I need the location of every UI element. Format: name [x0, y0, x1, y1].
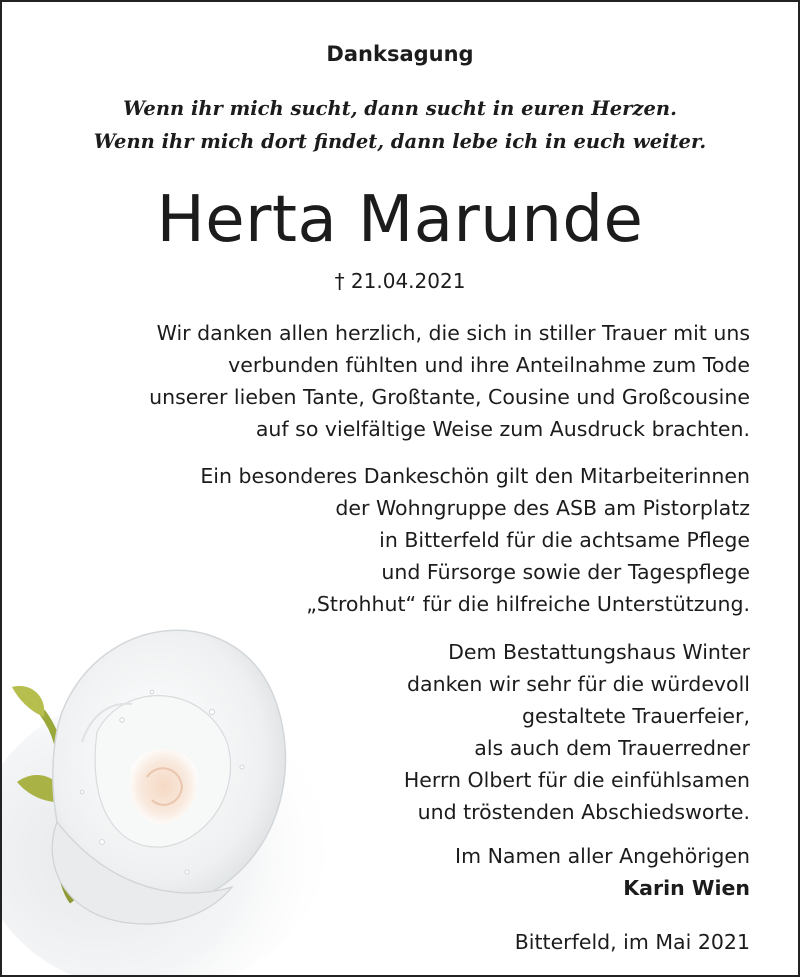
- paragraph-line: als auch dem Trauerredner: [474, 736, 750, 760]
- death-date: † 21.04.2021: [334, 269, 466, 293]
- thanks-paragraph-funeral: [404, 636, 750, 828]
- signature-intro: Im Namen aller Angehörigen: [455, 844, 750, 868]
- place-date: Bitterfeld, im Mai 2021: [514, 930, 750, 954]
- signer-name: Karin Wien: [623, 876, 750, 900]
- white-rose-image: [2, 592, 342, 977]
- signature-block: [455, 840, 750, 904]
- paragraph-line: verbunden fühlten und ihre Anteilnahme zum Tode: [228, 353, 750, 377]
- paragraph-line: in Bitterfeld für die achtsame Pflege: [379, 528, 750, 552]
- deceased-name: Herta Marunde: [156, 183, 644, 257]
- paragraph-line: gestaltete Trauerfeier,: [521, 704, 750, 728]
- paragraph-line: Dem Bestattungshaus Winter: [448, 640, 750, 664]
- notice-heading: Danksagung: [326, 42, 474, 66]
- motto-line: Wenn ihr mich dort findet, dann lebe ich in euch weiter.: [93, 130, 707, 153]
- paragraph-line: Wir danken allen herzlich, die sich in stiller Trauer mit uns: [156, 321, 750, 345]
- motto-line: Wenn ihr mich sucht, dann sucht in euren Herzen.: [123, 97, 677, 120]
- paragraph-line: auf so vielfältige Weise zum Ausdruck brachten.: [255, 417, 750, 441]
- paragraph-line: „Strohhut“ für die hilfreiche Unterstützung.: [306, 592, 750, 616]
- thanks-paragraph-care: [200, 460, 750, 620]
- paragraph-line: Ein besonderes Dankeschön gilt den Mitarbeiterinnen: [200, 464, 750, 488]
- paragraph-line: Herrn Olbert für die einfühlsamen: [403, 768, 750, 792]
- paragraph-line: der Wohngruppe des ASB am Pistorplatz: [335, 496, 750, 520]
- thanks-paragraph-general: [149, 317, 750, 445]
- paragraph-line: danken wir sehr für die würdevoll: [407, 672, 750, 696]
- motto-quote: [2, 92, 798, 158]
- paragraph-line: und Fürsorge sowie der Tagespflege: [381, 560, 750, 584]
- paragraph-line: und tröstenden Abschiedsworte.: [417, 800, 750, 824]
- paragraph-line: unserer lieben Tante, Großtante, Cousine und Großcousine: [149, 385, 750, 409]
